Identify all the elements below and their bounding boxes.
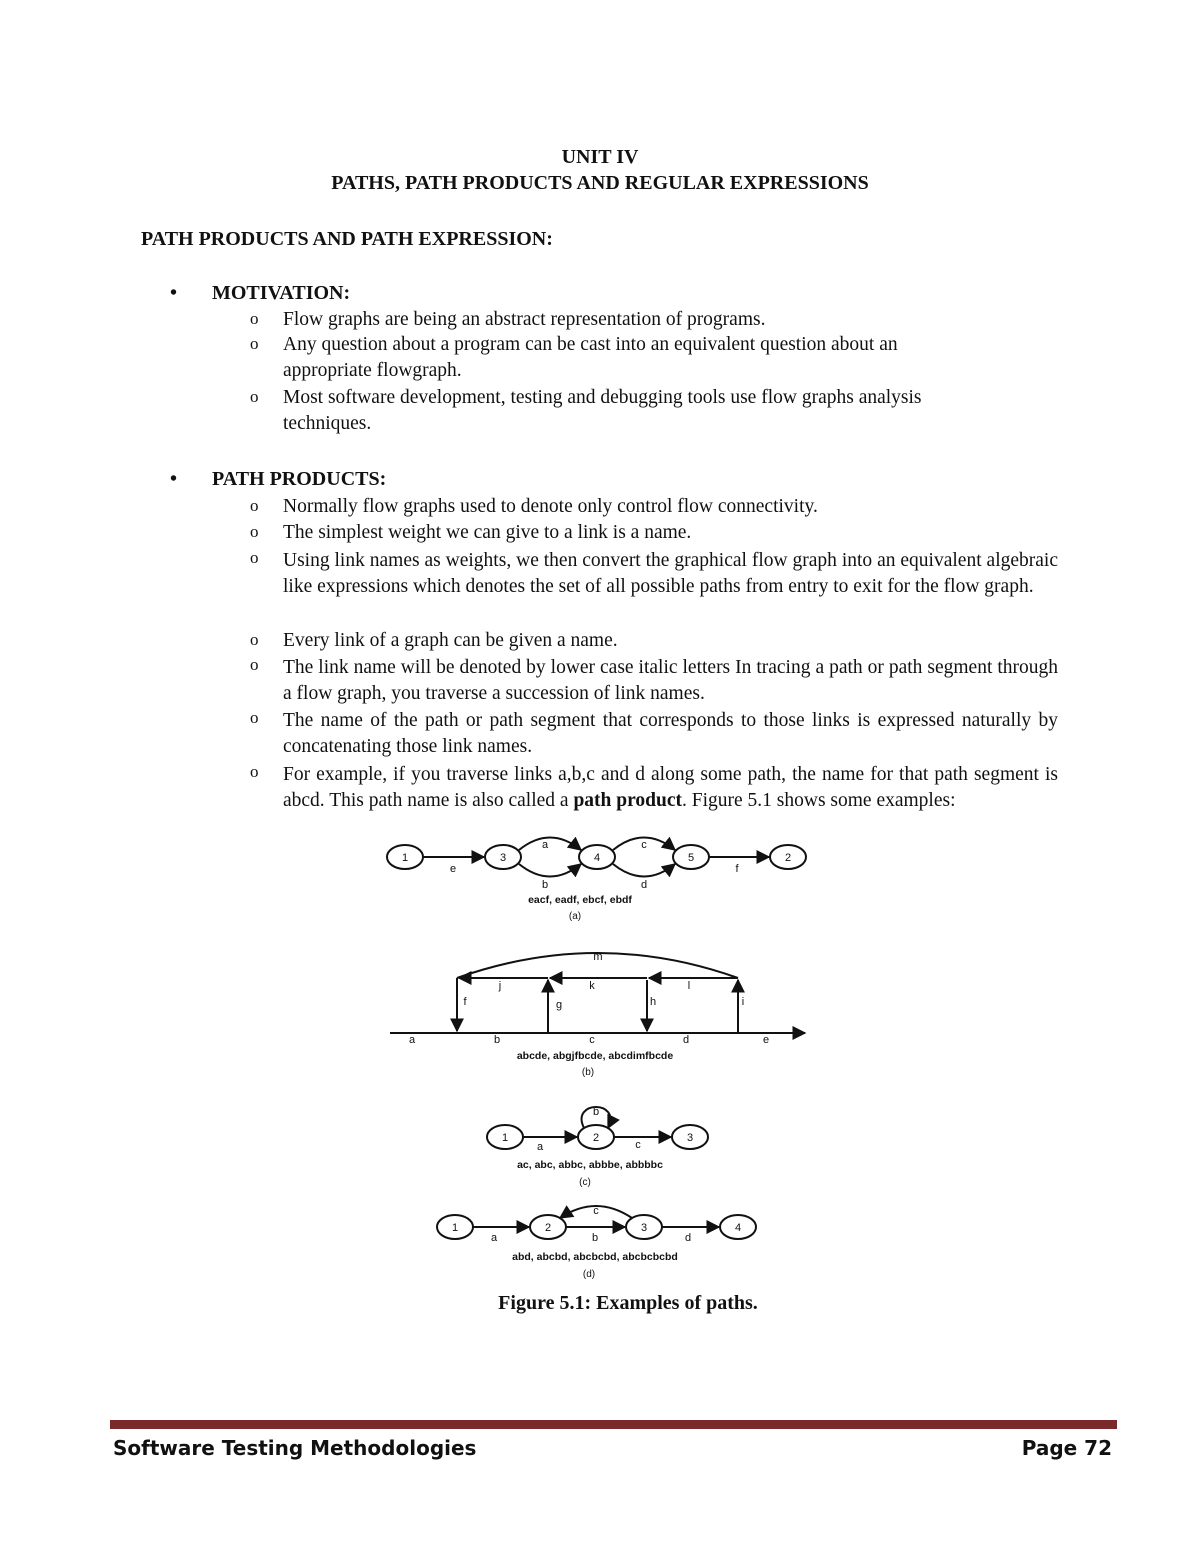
bullet-icon: • xyxy=(170,282,178,304)
node-label: 1 xyxy=(401,852,409,864)
circle-bullet-icon: o xyxy=(250,630,259,649)
subfigure-label: (c) xyxy=(579,1177,591,1188)
circle-bullet-icon: o xyxy=(250,522,259,541)
link-label: f xyxy=(735,863,739,875)
link-label: k xyxy=(589,980,595,992)
link-label: c xyxy=(589,1034,595,1046)
path-product-term: path product xyxy=(573,790,682,811)
link-label: m xyxy=(593,951,603,963)
link-label: e xyxy=(762,1034,770,1046)
link-label: j xyxy=(498,980,502,992)
link-label: c xyxy=(635,1139,641,1151)
chapter-title: PATHS, PATH PRODUCTS AND REGULAR EXPRESSIONS xyxy=(331,172,869,194)
node-label: 2 xyxy=(784,852,792,864)
link-label: h xyxy=(649,996,657,1008)
circle-bullet-icon: o xyxy=(250,309,259,328)
link-label: d xyxy=(684,1232,692,1244)
link-label: i xyxy=(741,996,745,1008)
node-label: 4 xyxy=(593,852,601,864)
link-label: e xyxy=(449,863,457,875)
node-label: 3 xyxy=(499,852,507,864)
path-list: abd, abcbd, abcbcbd, abcbcbcbd xyxy=(512,1251,678,1263)
link-label: l xyxy=(687,980,691,992)
link-label: d xyxy=(640,879,648,891)
circle-bullet-icon: o xyxy=(250,496,259,515)
link-label: d xyxy=(682,1034,690,1046)
link-label: a xyxy=(408,1034,416,1046)
path-list: ac, abc, abbc, abbbe, abbbbc xyxy=(517,1159,663,1171)
link-label: b xyxy=(493,1034,501,1046)
footer-page-number: Page 72 xyxy=(1021,1436,1112,1460)
section-heading: PATH PRODUCTS AND PATH EXPRESSION: xyxy=(141,228,553,250)
node-label: 3 xyxy=(686,1132,694,1144)
link-label: b xyxy=(591,1232,599,1244)
link-label: b xyxy=(541,879,549,891)
circle-bullet-icon: o xyxy=(250,762,259,781)
path-list: eacf, eadf, ebcf, ebdf xyxy=(528,894,632,906)
circle-bullet-icon: o xyxy=(250,548,259,567)
circle-bullet-icon: o xyxy=(250,334,259,353)
node-label: 4 xyxy=(734,1222,742,1234)
circle-bullet-icon: o xyxy=(250,387,259,406)
link-label: f xyxy=(463,996,467,1008)
link-label: a xyxy=(536,1141,544,1153)
footer-course-title: Software Testing Methodologies xyxy=(113,1436,477,1460)
path-products-label: PATH PRODUCTS: xyxy=(212,468,387,490)
path-list: abcde, abgjfbcde, abcdimfbcde xyxy=(516,1050,674,1062)
node-label: 3 xyxy=(640,1222,648,1234)
link-label: b xyxy=(592,1106,600,1118)
node-label: 1 xyxy=(501,1132,509,1144)
circle-bullet-icon: o xyxy=(250,708,259,727)
subfigure-label: (d) xyxy=(582,1269,596,1280)
circle-bullet-icon: o xyxy=(250,655,259,674)
node-label: 1 xyxy=(451,1222,459,1234)
link-label: g xyxy=(555,999,563,1011)
motivation-label: MOTIVATION: xyxy=(212,282,351,304)
link-label: c xyxy=(641,839,647,851)
subfigure-label: (b) xyxy=(581,1067,595,1078)
node-label: 5 xyxy=(687,852,695,864)
link-label: a xyxy=(490,1232,498,1244)
node-label: 2 xyxy=(592,1132,600,1144)
unit-title: UNIT IV xyxy=(561,146,639,168)
bullet-icon: • xyxy=(170,468,178,490)
footer-divider xyxy=(110,1420,1117,1429)
figure-caption: Figure 5.1: Examples of paths. xyxy=(498,1292,758,1314)
subfigure-label: (a) xyxy=(568,911,582,922)
link-label: c xyxy=(593,1205,599,1217)
link-label: a xyxy=(541,839,549,851)
figure-b-graph xyxy=(390,953,805,1033)
node-label: 2 xyxy=(544,1222,552,1234)
